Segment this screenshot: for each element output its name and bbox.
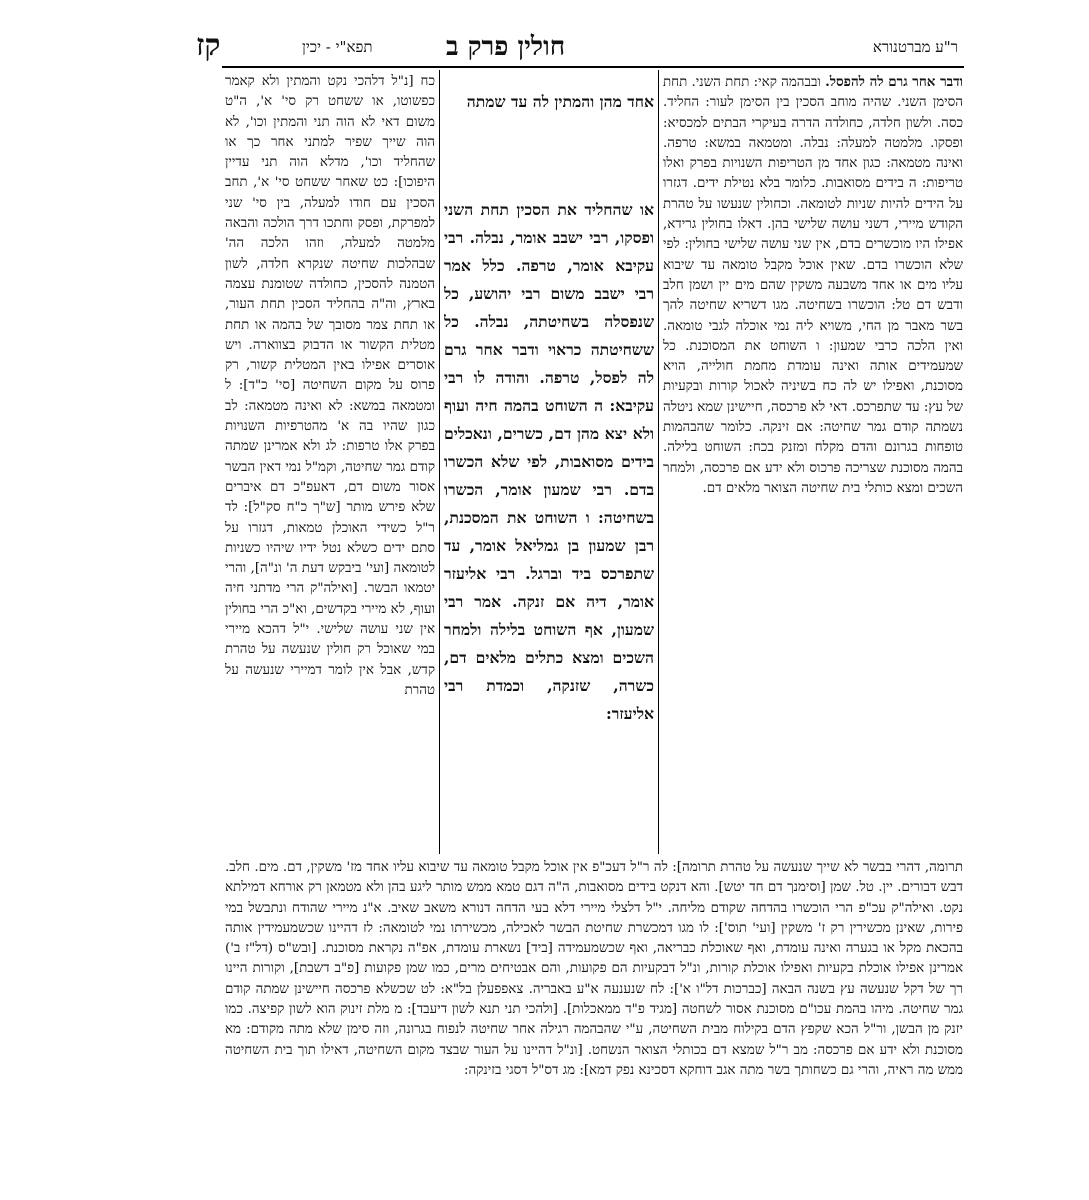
tiferet-text: כח [נ"ל דלהכי נקט והמתין ולא קאמר כפשוטו, או ששחט רק סי' א', ה"ט משום דאי לא הוה תני והמתין וכו', לא הוה שייך שפיר למתני אחר כך או שהחליד וכו', מדלא הוה תני עדיין היפוכו]: כט שאחר ששחט סי' א', תחב הסכין עם חודו למעלה, בין סי' שני למפרקת, ופסק וחתכו דרך הולכה והבאה מלמטה למעלה, וזהו הלכה הה' שבהלכות שחיטה שנקרא חלדה, לשון הטמנה להסכין, כחולדה שטומנת עצמה בארץ, וה"ה בהחליד הסכין תחת העור, או תחת צמר מסובך של בהמה או תחת מטלית הקשור או הדבוק בצווארה. ויש אוסרים אפילו באין המטלית קשור, רק פרוס על מקום השחיטה [סי' כ"ד]: ל ומטמאה במשא: לא ואינה מטמאה: לב כגון שהיו בה א' מהטרפיות השנויות בפרק אלו טרפות: לג ולא אמרינן שמתה קודם גמר שחיטה, וקמ"ל נמי דאין הבשר אסור משום דם, דאעפ"כ דם איברים שלא פירש מותר [ש"ך כ"ח סק"ל]: לד ר"ל כשידי האוכלן טמאות, דגזרו על סתם ידים כשלא נטל ידיו שיהיו כשניות לטומאה [ועי' ביבקש דעת ה' ונ"ה], והרי יטמאו הבשר. [ואילה"ק הרי מדתני חיה ועוף, לא מיירי בקדשים, וא"כ הרי בחולין אין שני עושה שלישי. י"ל דהכא מיירי במי שאוכל רק חולין שנעשה על טהרת קדש, אבל אין לומר דמיירי שנעשה על טהרת <box>225 74 435 698</box>
chapter-title: חולין פרק ב <box>446 32 566 62</box>
mishnah-text: או שהחליד את הסכין תחת השני ופסקו, רבי ישבב אומר, נבלה. רבי עקיבא אומר, טרפה. כלל אמר רבי ישבב משום רבי יהושע, כל שנפסלה בשחיטתה, נבלה. כל ששחיטתה כראוי ודבר אחר גרם לה לפסל, טרפה. והודה לו רבי עקיבא: ה השוחט בהמה חיה ועוף ולא יצא מהן דם, כשרים, ונאכלים בידים מסואבות, לפי שלא הכשרו בדם. רבי שמעון אומר, הכשרו בשחיטה: ו השוחט את המסכנת, רבן שמעון בן גמליאל אומר, עד שתפרכס ביד וברגל. רבי אליעזר אומר, דיה אם זנקה. אמר רבי שמעון, אף השוחט בלילה ולמחר השכים ומצא כתלים מלאים דם, כשרה, שזנקה, וכמדת רבי אליעזר: <box>444 200 654 723</box>
page-number: קז <box>196 28 221 63</box>
header-rule <box>222 66 964 68</box>
column-divider-right <box>658 70 659 854</box>
mishnah-intro-block <box>444 72 654 188</box>
bartenura-text <box>663 72 963 499</box>
bottom-text: תרומה, דהרי בבשר לא שייך שנעשה על טהרת תרומה]: לה ר"ל דעכ"פ אין אוכל מקבל טומאה עד שיבוא עליו אחד מז' משקין, דם. מים. חלב. דבש דבורים. יין. טל. שמן [וסימנך דם חד יטש]. והא דנקט בידים מסואבות, ה"ה דגם טמא ממש מותר ליגע בהן ולא מטמאן רק אורחא דמילתא נקט. ואילה"ק עכ"פ הרי הוכשרו בהדחה שקודם מליחה. י"ל דלצלי מיירי דלא בעי הדחה דנורא משאב שאיב. א"נ מיירי שהודח ונתבשל במי פירות, שאינן מכשירין רק ז' משקין [ועי' תוס']: לו מגו דמכשרת שחיטת הבשר לאכילה, מכשירתו נמי לטומאה: לז דהיינו שכשמעמידין אותה בהכאת מקל או בגערה ואינה עומדת, ואף שאוכלת כבריאה, ואף שכשמעמידה [ביד] נשארת עומדת, אפ"ה נקראת מסוכנת. [ובש"ס (דל"ז ב') אמרינן אפילו אוכלת בקעיות ואפילו אוכלת קורות, ונ"ל דבקעיות הם פקועות, והם אבטיחים מרים, כמו שמן פקועות [פ"ב דשבת], וקורות היינו רך של דקל שנעשה עץ בשנה הבאה [כברכות דל"ו א']: לח שנענעה א"ע באבריה. צאפפעלן בל"א: לט שכשלא פרכסה חיישינן שמתה קודם גמר שחיטה. מיהו בהמת עכו"ם מסוכנת אסור לשחטה [מגיד פ"ד ממאכלות]. [ולהכי תני תנא לשון דיעבד]: מ מלת זינוק הוא לשון קפיצה. כמו יזנק מן הבשן, ור"ל הכא שקפץ הדם בקילוח מבית השחיטה, ע"י שהבהמה רגילה אחר שחיטה לנפוח בגרונה, וזה סימן שלא מתה מקודם: מא מסוכנת ולא ידע אם פרכסה: מב ר"ל שמצא דם בכותלי הצואר הנשחט. [ונ"ל דהיינו על העור שבצד מקום השחיטה, דאילו תוך בית השחיטה ממש מה ראיה, והרי גם כשחותך בשר מתה אגב דוחקא דסכינא נפק דמא]: מג דס"ל דסגי בזינקה: <box>225 860 963 1078</box>
bottom-commentary <box>225 858 963 1180</box>
column-divider-left <box>439 70 440 854</box>
section-range: תפא"י - יכין <box>302 38 373 56</box>
tiferet-yisrael-column <box>225 72 435 856</box>
commentary-label: ר"ע מברטנורא <box>872 38 958 56</box>
page-header <box>196 28 958 68</box>
bartenura-lead: ודבר אחר גרם לה להפסל. <box>825 74 963 90</box>
bartenura-column <box>663 72 963 856</box>
mishnah-intro: אחד מהן והמתין לה עד שמתה <box>466 91 654 111</box>
bartenura-body: ובבהמה קאי: תחת השני. תחת הסימן השני. שהיה מוחב הסכין בין הסימן לעור: החליד. כסה. ולשון חלדה, כחולדה הדרה בעיקרי הבתים למכסיא: ופסקו. מלמטה למעלה: נבלה. ומטמאה במשא: טרפה. ואינה מטמאה: כגון אחד מן הטריפות השנויות בפרק ואלו טריפות: ה בידים מסואבות. כלומר בלא נטילת ידים. דגזרו על הידים להיות שניות לטומאה. וכחולין שנעשו על טהרת הקודש מיירי, דשני עושה שלישי בהן. דאלו בחולין גרידא, אפילו היו מוכשרים בדם, אין שני עושה שלישי בחולין: לפי שלא הוכשרו בדם. שאין אוכל מקבל טומאה עד שיבוא עליו מים או אחד משבעה משקין שהם מים יין ושמן חלב ודבש דם טל: הוכשרו בשחיטה. מגו דשריא שחיטה להך בשר מאבר מן החי, משויא ליה נמי אוכלה לגבי טומאה. ואין הלכה כרבי שמעון: ו השוחט את המסוכנת. כל שמעמידים אותה ואינה עומדת מחמת חולייה, הויא מסוכנת, ואפילו יש לה כח בשיניה לאכול קורות ובקעיות של עץ: עד שתפרכס. דאי לא פרכסה, חיישינן שמא ניטלה נשמתה קודם גמר שחיטה: אם זינקה. כלומר שהבהמות טופחות בגרונם והדם מקלח ומזנק בכח: השוחט בלילה. בהמה מסוכנת שצריכה פרכוס ולא ידע אם פרכסה, ולמחר השכים ומצא כותלי בית שחיטה הצואר מלאים דם. <box>663 75 963 496</box>
mishnah-column <box>444 196 654 854</box>
